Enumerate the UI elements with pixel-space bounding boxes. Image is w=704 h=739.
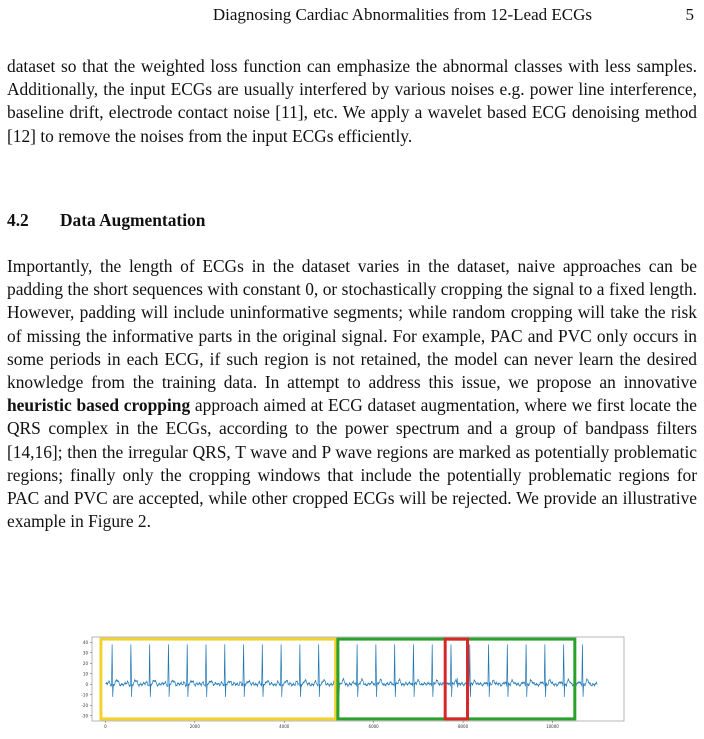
y-tick-label: -20 [81,702,88,708]
y-tick-label: -10 [81,692,88,698]
bold-term: heuristic based cropping [7,395,191,416]
y-tick-label: 20 [82,660,88,666]
x-tick-label: 0 [104,724,107,729]
page-number: 5 [685,5,694,24]
x-tick-label: 6000 [368,724,379,729]
x-tick-label: 2000 [189,724,200,729]
running-title: Diagnosing Cardiac Abnormalities from 12-Lead ECGs [212,5,592,24]
section-heading [7,210,205,231]
ecg-signal-line [105,644,597,697]
crop-region-3 [445,639,467,719]
y-tick-label: 10 [82,671,88,677]
y-tick-label: 30 [82,650,88,656]
y-tick-label: 0 [85,681,88,687]
ecg-figure [70,629,630,739]
ecg-chart [70,629,630,739]
paragraph-data-augmentation [7,255,697,533]
x-tick-label: 10000 [546,724,559,729]
section-title: Data Augmentation [60,210,206,230]
paragraph-text-before: Importantly, the length of ECGs in the dataset varies in the dataset, naive approaches can be padding the short sequences with constant 0, or stochastically cropping the signal to a fixed length. However, padding will include uninformative segments; while random cropping will take the risk of missing the informative parts in the original signal. For example, PAC and PVC only occurs in some periods in each ECG, if such region is not retained, the model can never learn the desired knowledge from the training data. In attempt to address this issue, we propose an innovative [7,256,697,393]
paragraph-text-after: approach aimed at ECG dataset augmentation, where we first locate the QRS complex in the ECGs, according to the power spectrum and a group of bandpass filters [14,16]; then the irregular QRS, T wave and P wave regions are marked as potentially problematic regions; finally only the cropping windows that include the potentially problematic regions for PAC and PVC are accepted, while other cropped ECGs will be rejected. We provide an illustrative example in Figure 2. [7,395,697,532]
section-number: 4.2 [7,210,29,230]
x-tick-label: 8000 [457,724,469,729]
y-tick-label: -30 [81,713,88,719]
crop-region-2 [338,639,575,719]
y-tick-label: 40 [82,639,88,645]
x-tick-label: 4000 [279,724,290,729]
paragraph-preprocessing: dataset so that the weighted loss function can emphasize the abnormal classes with less samples. Additionally, the input ECGs are usually interfered by various noises e.g. power line interference, baseline drift, electrode contact noise [11], etc. We apply a wavelet based ECG denoising method [12] to remove the noises from the input ECGs efficiently. [7,56,697,146]
running-head [0,5,704,27]
